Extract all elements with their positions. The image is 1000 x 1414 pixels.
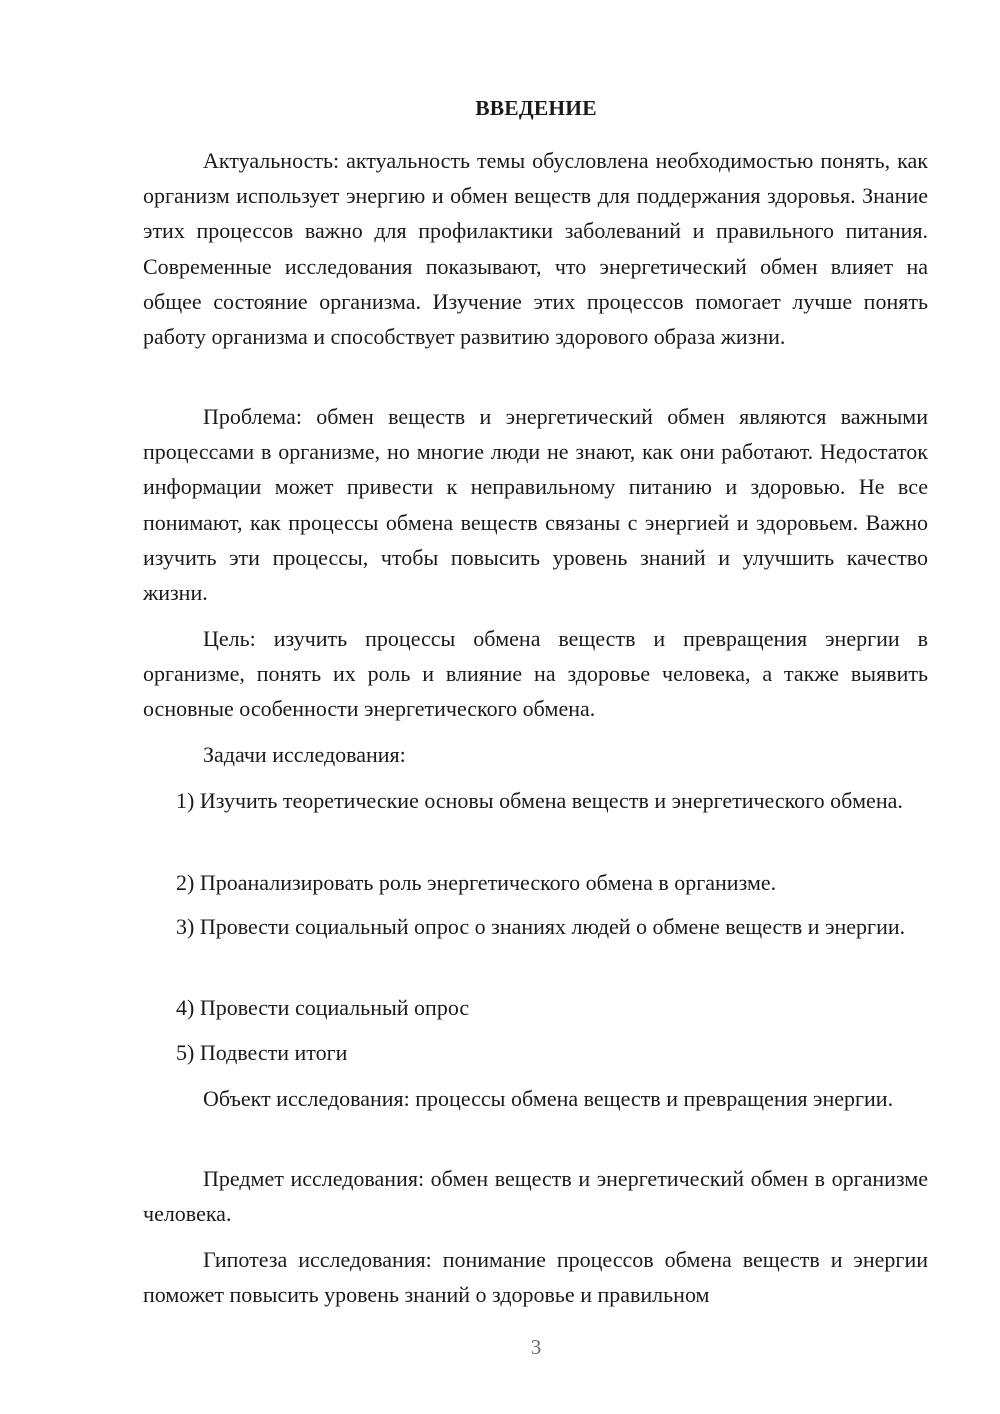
task-item-4: 4) Провести социальный опрос <box>176 995 470 1020</box>
tasks-heading: Задачи исследования: <box>203 742 406 767</box>
problem-paragraph: Проблема: обмен веществ и энергетический обмен являются важными процессами в организме, но многие люди не знают, как они работают. Недостаток информации может привести к неправильному питанию и здоровью. Не все понимают, как процессы обмена веществ связаны с энергией и здоровьем. Важно изучить эти процессы, чтобы повысить уровень знаний и улучшить качество жизни. <box>143 404 928 606</box>
task-item-1: 1) Изучить теоретические основы обмена веществ и энергетического обмена. <box>176 788 903 813</box>
hypothesis-paragraph: Гипотеза исследования: понимание процессов обмена веществ и энергии поможет повысить уровень знаний о здоровье и правильном <box>143 1247 928 1308</box>
object-paragraph: Объект исследования: процессы обмена веществ и превращения энергии. <box>203 1086 894 1111</box>
task-item-5: 5) Подвести итоги <box>176 1040 348 1065</box>
task-item-3: 3) Провести социальный опрос о знаниях людей о обмене веществ и энергии. <box>176 914 906 939</box>
page-number: 3 <box>530 1335 542 1359</box>
page-heading: ВВЕДЕНИЕ <box>475 96 597 120</box>
subject-paragraph: Предмет исследования: обмен веществ и энергетический обмен в организме человека. <box>143 1166 928 1227</box>
task-item-2: 2) Проанализировать роль энергетического обмена в организме. <box>176 870 777 895</box>
goal-paragraph: Цель: изучить процессы обмена веществ и превращения энергии в организме, понять их роль и влияние на здоровье человека, а также выявить основные особенности энергетического обмена. <box>143 626 928 722</box>
relevance-paragraph: Актуальность: актуальность темы обусловлена необходимостью понять, как организм использует энергию и обмен веществ для поддержания здоровья. Знание этих процессов важно для профилактики заболеваний и правильного питания. Современные исследования показывают, что энергетический обмен влияет на общее состояние организма. Изучение этих процессов помогает лучше понять работу организма и способствует развитию здорового образа жизни. <box>143 148 928 350</box>
